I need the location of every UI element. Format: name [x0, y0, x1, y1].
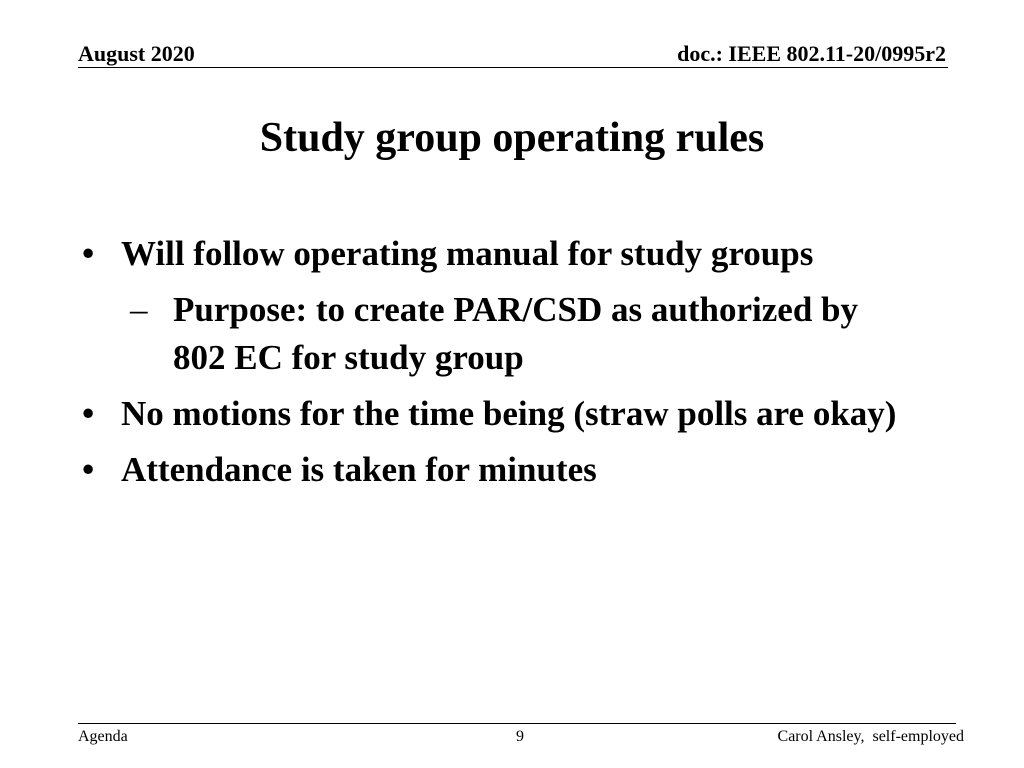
- slide-body: [80, 230, 950, 502]
- footer-divider: [78, 723, 956, 724]
- header-divider: [78, 67, 948, 68]
- bullet-marker: •: [82, 234, 95, 273]
- bullet-item: [80, 390, 950, 438]
- slide-title: Study group operating rules: [259, 115, 765, 161]
- page-number: 9: [516, 728, 524, 745]
- bullet-text: Attendance is taken for minutes: [121, 450, 597, 489]
- sub-bullet-marker: –: [130, 290, 148, 329]
- sub-bullet-item: [80, 286, 913, 382]
- header-doc-id: doc.: IEEE 802.11-20/0995r2: [677, 41, 946, 66]
- bullet-text: No motions for the time being (straw polls are okay): [121, 394, 897, 433]
- bullet-item: [80, 230, 950, 382]
- bullet-item: [80, 446, 950, 494]
- bullet-marker: •: [82, 394, 95, 433]
- bullet-marker: •: [82, 450, 95, 489]
- bullet-text: Will follow operating manual for study groups: [121, 234, 814, 273]
- footer-author: Carol Ansley, self-employed: [777, 728, 964, 745]
- footer-section: Agenda: [78, 728, 128, 745]
- header-date: August 2020: [78, 41, 195, 66]
- sub-bullet-text: Purpose: to create PAR/CSD as authorized by 802 EC for study group: [173, 290, 859, 377]
